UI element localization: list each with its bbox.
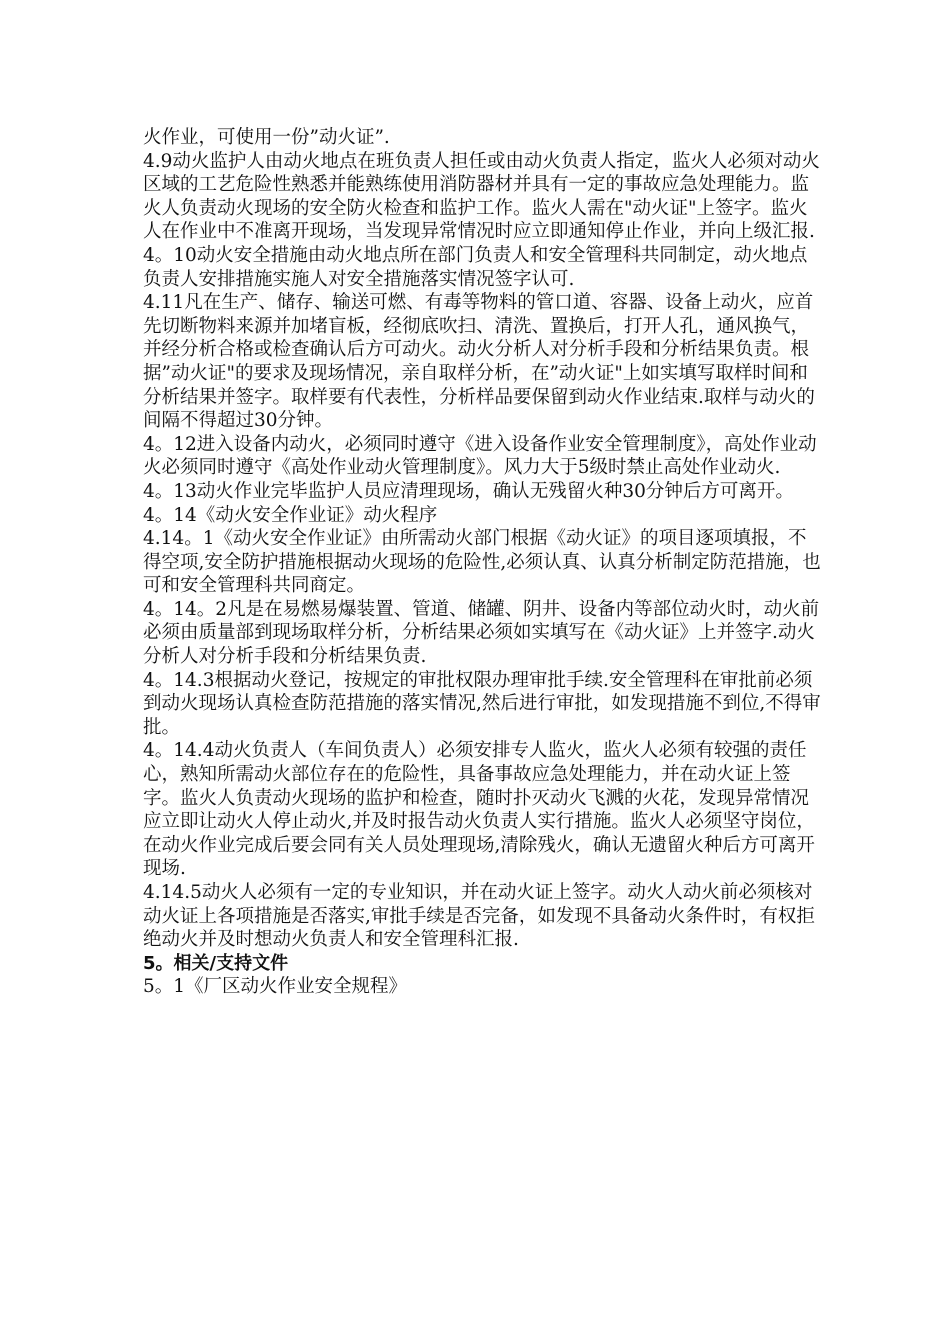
section-5-heading: 5。相关/支持文件	[143, 952, 289, 974]
paragraph-4-9: 4.9动火监护人由动火地点在班负责人担任或由动火负责人指定，监火人必须对动火区域的工艺危险性熟悉并能熟练使用消防器材并具有一定的事故应急处理能力。监火人负责动火现场的安全防火检查和监护工作。监火人需在"动火证"上签字。监火人在作业中不准离开现场，当发现异常情况时应立即通知停止作业，并向上级汇报.	[143, 150, 820, 243]
paragraph-4-14-3: 4。14.3根据动火登记，按规定的审批权限办理审批手续.安全管理科在审批前必须到动火现场认真检查防范措施的落实情况,然后进行审批，如发现措施不到位,不得审批。	[143, 669, 821, 738]
paragraph-4-10: 4。10动火安全措施由动火地点所在部门负责人和安全管理科共同制定，动火地点负责人安排措施实施人对安全措施落实情况签字认可.	[143, 244, 808, 290]
paragraph-4-13: 4。13动火作业完毕监护人员应清理现场，确认无残留火种30分钟后方可离开。	[143, 480, 794, 502]
paragraph-4-14-1: 4.14。1《动火安全作业证》由所需动火部门根据《动火证》的项目逐项填报，不得空项,安全防护措施根据动火现场的危险性,必须认真、认真分析制定防范措施，也可和安全管理科共同商定。	[143, 528, 821, 597]
paragraph-4-14-2: 4。14。2凡是在易燃易爆装置、管道、储罐、阴井、设备内等部位动火时，动火前必须由质量部到现场取样分析，分析结果必须如实填写在《动火证》上并签字.动火分析人对分析手段和分析结果负责.	[143, 598, 820, 668]
paragraph-continuation: 火作业，可使用一份”动火证”.	[143, 127, 390, 148]
paragraph-4-14-5: 4.14.5动火人必须有一定的专业知识，并在动火证上签字。动火人动火前必须核对动火证上各项措施是否落实,审批手续是否完备，如发现不具备动火条件时，有权拒绝动火并及时想动火负责人和安全管理科汇报.	[143, 882, 815, 951]
paragraph-4-14-4: 4。14.4动火负责人（车间负责人）必须安排专人监火，监火人必须有较强的责任心，熟知所需动火部位存在的危险性，具备事故应急处理能力，并在动火证上签字。监火人负责动火现场的监护和检查，随时扑灭动火飞溅的火花，发现异常情况应立即让动火人停止动火,并及时报告动火负责人实行措施。监火人必须坚守岗位，在动火作业完成后要会同有关人员处理现场,清除残火，确认无遗留火种后方可离开现场.	[143, 740, 815, 880]
paragraph-4-14: 4。14《动火安全作业证》动火程序	[143, 504, 438, 526]
section-5-item-1: 5。1《厂区动火作业安全规程》	[143, 976, 408, 998]
paragraph-4-11: 4.11凡在生产、储存、输送可燃、有毒等物料的管口道、容器、设备上动火，应首先切断物料来源并加堵盲板，经彻底吹扫、清洗、置换后，打开人孔，通风换气，并经分析合格或检查确认后方可动火。动火分析人对分析手段和分析结果负责。根据”动火证"的要求及现场情况，亲自取样分析，在”动火证"上如实填写取样时间和分析结果并签字。取样要有代表性，分析样品要保留到动火作业结束.取样与动火的间隔不得超过30分钟。	[143, 292, 815, 432]
document-body	[143, 126, 823, 999]
paragraph-4-12: 4。12进入设备内动火，必须同时遵守《进入设备作业安全管理制度》，高处作业动火必须同时遵守《高处作业动火管理制度》。风力大于5级时禁止高处作业动火.	[143, 433, 817, 479]
